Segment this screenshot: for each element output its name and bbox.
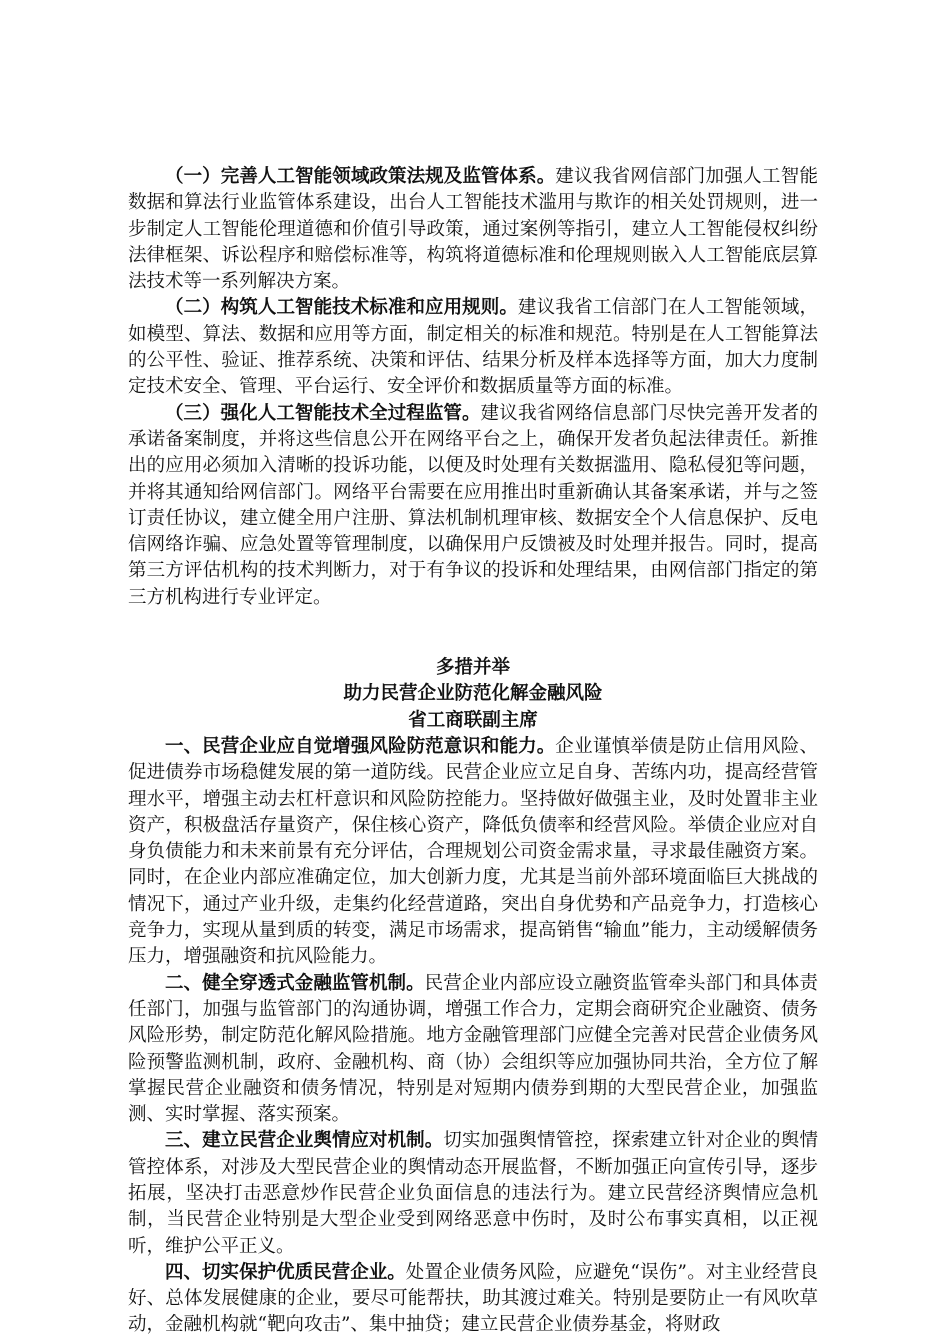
article-title-line-1: 多措并举 <box>435 657 510 679</box>
paragraph-body: 企业谨慎举债是防止信用风险、促进债券市场稳健发展的第一道防线。民营企业应立足自身、苦练内功，提高经营管理水平，增强主动去杠杆意识和风险防控能力。坚持做好做强主业，及时处置非主业资产，积极盘活存量资产，保住核心资产，降低负债率和经营风险。举债企业应对自身负债能力和未来前景有充分评估，合理规划公司资金需求量，寻求最佳融资方案。同时，在企业内部应准确定位，加大创新力度，尤其是当前外部环境面临巨大挑战的情况下，通过产业升级，走集约化经营道路，突出自身优势和产品竞争力，打造核心竞争力，实现从量到质的转变，满足市场需求，提高销售“输血”能力，主动缓解债务压力，增强融资和抗风险能力。 <box>128 735 818 968</box>
article-author: 省工商联副主席 <box>408 709 538 731</box>
article-title-line-2: 助力民营企业防范化解金融风险 <box>343 683 603 705</box>
paragraph-lead: （一）完善人工智能领域政策法规及监管体系。 <box>165 166 556 187</box>
document-page <box>128 164 818 1339</box>
paragraph-lead: 四、切实保护优质民营企业。 <box>165 1261 406 1283</box>
paragraph-lead: 二、健全穿透式金融监管机制。 <box>165 972 425 994</box>
section-gap <box>128 611 818 655</box>
policy-paragraph-3 <box>128 401 818 611</box>
paragraph-lead: （三）强化人工智能技术全过程监管。 <box>165 402 481 424</box>
paragraph-body: 建议我省工信部门在人工智能领域，如模型、算法、数据和应用等方面，制定相关的标准和规范。特别是在人工智能算法的公平性、验证、推荐系统、决策和评估、结果分析及样本选择等方面，加大力度制定技术安全、管理、平台运行、安全评价和数据质量等方面的标准。 <box>128 297 818 398</box>
article-paragraph-3 <box>128 1128 818 1259</box>
paragraph-body: 建议我省网信部门加强人工智能数据和算法行业监管体系建设，出台人工智能技术滥用与欺诈的相关处罚规则，进一步制定人工智能伦理道德和价值引导政策，通过案例等指引，建立人工智能侵权纠纷法律框架、诉讼程序和赔偿标准等，构筑将道德标准和伦理规则嵌入人工智能底层算法技术等一系列解决方案。 <box>128 166 818 293</box>
paragraph-body: 民营企业内部应设立融资监管牵头部门和具体责任部门，加强与监管部门的沟通协调，增强工作合力，定期会商研究企业融资、债务风险形势，制定防范化解风险措施。地方金融管理部门应健全完善对民营企业债务风险预警监测机制，政府、金融机构、商（协）会组织等应加强协同共治，全方位了解掌握民营企业融资和债务情况，特别是对短期内债券到期的大型民营企业，加强监测、实时掌握、落实预案。 <box>128 972 818 1126</box>
article-paragraph-4 <box>128 1260 818 1339</box>
article-paragraph-2 <box>128 971 818 1129</box>
paragraph-body: 切实加强舆情管控，探索建立针对企业的舆情管控体系，对涉及大型民营企业的舆情动态开展监督，不断加强正向宣传引导，逐步拓展，坚决打击恶意炒作民营企业负面信息的违法行为。建立民营经济舆情应急机制，当民营企业特别是大型企业受到网络恶意中伤时，及时公布事实真相，以正视听，维护公平正义。 <box>128 1130 818 1257</box>
paragraph-lead: 三、建立民营企业舆情应对机制。 <box>165 1130 444 1152</box>
paragraph-lead: 一、民营企业应自觉增强风险防范意识和能力。 <box>165 735 556 757</box>
paragraph-lead: （二）构筑人工智能技术标准和应用规则。 <box>165 297 518 319</box>
paragraph-body: 建议我省网络信息部门尽快完善开发者的承诺备案制度，并将这些信息公开在网络平台之上，确保开发者负起法律责任。新推出的应用必须加入清晰的投诉功能，以便及时处理有关数据滥用、隐私侵犯等问题，并将其通知给网信部门。网络平台需要在应用推出时重新确认其备案承诺，并与之签订责任协议，建立健全用户注册、算法机制机理审核、数据安全个人信息保护、反电信网络诈骗、应急处置等管理制度，以确保用户反馈被及时处理并报告。同时，提高第三方评估机构的技术判断力，对于有争议的投诉和处理结果，由网信部门指定的第三方机构进行专业评定。 <box>128 402 818 608</box>
paragraph-body: 处置企业债务风险，应避免“误伤”。对主业经营良好、总体发展健康的企业，要尽可能帮扶，助其渡过难关。特别是要防止一有风吹草动，金融机构就“靶向攻击”、集中抽贷；建立民营企业债券基金，将财政 <box>128 1261 819 1336</box>
policy-paragraph-1 <box>128 164 818 295</box>
article-paragraph-1 <box>128 734 818 971</box>
policy-paragraph-2 <box>128 295 818 400</box>
